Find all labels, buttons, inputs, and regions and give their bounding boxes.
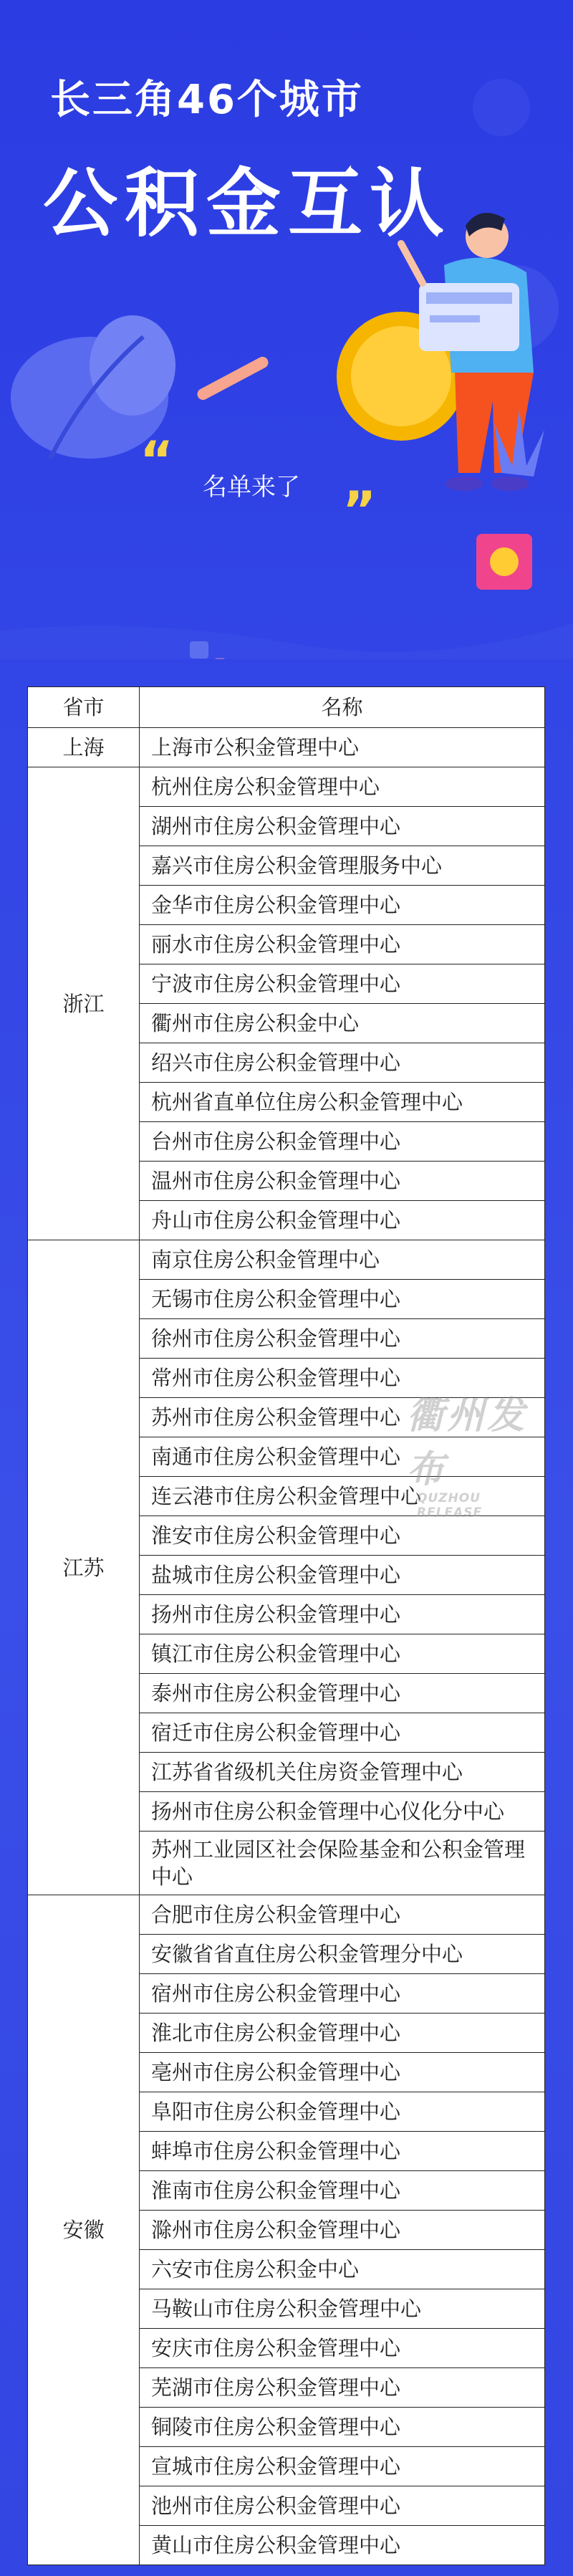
watermark-subtext: QUZHOU RELEASE — [417, 1491, 483, 1520]
org-name-cell: 杭州住房公积金管理中心 — [140, 767, 545, 807]
watermark-text: 衢州发布 — [407, 1394, 528, 1491]
org-name-cell: 泰州市住房公积金管理中心 — [140, 1674, 545, 1713]
org-name-cell: 安庆市住房公积金管理中心 — [140, 2329, 545, 2368]
province-cell: 江苏 — [28, 1240, 140, 1895]
org-name-cell: 黄山市住房公积金管理中心 — [140, 2526, 545, 2565]
table-row — [28, 728, 545, 767]
table-card — [27, 686, 544, 2565]
org-name-cell: 苏州工业园区社会保险基金和公积金管理中心 — [140, 1832, 545, 1895]
org-name-cell: 绍兴市住房公积金管理中心 — [140, 1043, 545, 1083]
org-name-cell: 马鞍山市住房公积金管理中心 — [140, 2289, 545, 2329]
org-name-cell: 连云港市住房公积金管理中心 — [140, 1477, 545, 1516]
org-name-cell: 江苏省省级机关住房资金管理中心 — [140, 1753, 545, 1792]
cube-icon — [476, 534, 532, 590]
org-name-cell: 金华市住房公积金管理中心 — [140, 886, 545, 925]
org-name-cell: 嘉兴市住房公积金管理服务中心 — [140, 846, 545, 886]
org-name-cell: 合肥市住房公积金管理中心 — [140, 1895, 545, 1935]
watermark — [407, 1385, 544, 1520]
org-name-cell: 安徽省省直住房公积金管理分中心 — [140, 1935, 545, 1974]
org-name-cell: 苏州市住房公积金管理中心 — [140, 1398, 545, 1437]
org-name-cell: 淮南市住房公积金管理中心 — [140, 2171, 545, 2211]
org-name-cell: 蚌埠市住房公积金管理中心 — [140, 2132, 545, 2171]
province-cell: 上海 — [28, 728, 140, 767]
page-title-line1: 长三角46个城市 — [50, 77, 364, 123]
org-name-cell: 芜湖市住房公积金管理中心 — [140, 2368, 545, 2408]
org-name-cell: 无锡市住房公积金管理中心 — [140, 1280, 545, 1319]
header-name: 名称 — [140, 687, 545, 728]
org-name-cell: 南京住房公积金管理中心 — [140, 1240, 545, 1280]
org-name-cell: 亳州市住房公积金管理中心 — [140, 2053, 545, 2092]
close-quote: ” — [342, 480, 377, 540]
org-name-cell: 丽水市住房公积金管理中心 — [140, 925, 545, 964]
table-row — [28, 767, 545, 807]
open-quote: “ — [140, 430, 174, 490]
org-name-cell: 镇江市住房公积金管理中心 — [140, 1634, 545, 1674]
org-name-cell: 淮安市住房公积金管理中心 — [140, 1516, 545, 1556]
org-name-cell: 台州市住房公积金管理中心 — [140, 1122, 545, 1162]
subtitle: 名单来了 — [203, 473, 300, 502]
table-body — [28, 728, 545, 2565]
header-province: 省市 — [28, 687, 140, 728]
province-cell: 安徽 — [28, 1895, 140, 2565]
org-name-cell: 阜阳市住房公积金管理中心 — [140, 2092, 545, 2132]
org-name-cell: 上海市公积金管理中心 — [140, 728, 545, 767]
org-name-cell: 宿州市住房公积金管理中心 — [140, 1974, 545, 2014]
table-header-row — [28, 687, 545, 728]
org-name-cell: 杭州省直单位住房公积金管理中心 — [140, 1083, 545, 1122]
page-title-line2: 公积金互认 — [43, 160, 452, 247]
org-name-cell: 舟山市住房公积金管理中心 — [140, 1201, 545, 1240]
org-name-cell: 滁州市住房公积金管理中心 — [140, 2211, 545, 2250]
org-name-cell: 宿迁市住房公积金管理中心 — [140, 1713, 545, 1753]
org-name-cell: 盐城市住房公积金管理中心 — [140, 1556, 545, 1595]
province-cell: 浙江 — [28, 767, 140, 1240]
org-name-cell: 温州市住房公积金管理中心 — [140, 1162, 545, 1201]
org-name-cell: 衢州市住房公积金中心 — [140, 1004, 545, 1043]
org-name-cell: 池州市住房公积金管理中心 — [140, 2486, 545, 2526]
org-name-cell: 淮北市住房公积金管理中心 — [140, 2014, 545, 2053]
org-name-cell: 扬州市住房公积金管理中心仪化分中心 — [140, 1792, 545, 1832]
fund-center-table — [27, 686, 545, 2565]
org-name-cell: 南通市住房公积金管理中心 — [140, 1437, 545, 1477]
org-name-cell: 宣城市住房公积金管理中心 — [140, 2447, 545, 2486]
table-row — [28, 1240, 545, 1280]
table-row — [28, 1895, 545, 1935]
hero-banner — [0, 0, 573, 659]
org-name-cell: 扬州市住房公积金管理中心 — [140, 1595, 545, 1634]
org-name-cell: 六安市住房公积金中心 — [140, 2250, 545, 2289]
org-name-cell: 宁波市住房公积金管理中心 — [140, 964, 545, 1004]
org-name-cell: 常州市住房公积金管理中心 — [140, 1359, 545, 1398]
org-name-cell: 铜陵市住房公积金管理中心 — [140, 2408, 545, 2447]
org-name-cell: 湖州市住房公积金管理中心 — [140, 807, 545, 846]
org-name-cell: 徐州市住房公积金管理中心 — [140, 1319, 545, 1359]
